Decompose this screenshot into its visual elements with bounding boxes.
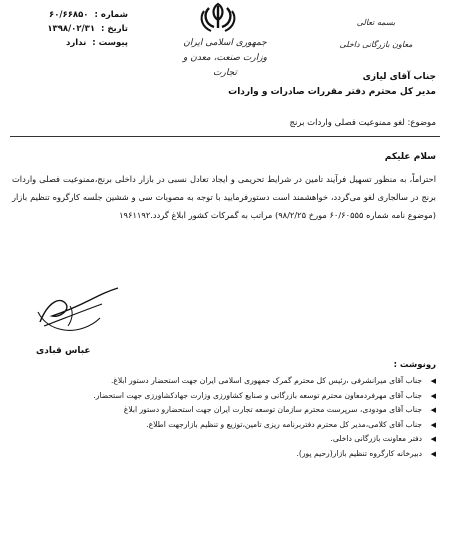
- recipient-title: مدیر کل محترم دفتر مقررات صادرات و واردات: [228, 87, 436, 97]
- recipient-name: جناب آقای لیازی: [362, 72, 436, 82]
- number-label: شماره :: [94, 10, 128, 20]
- divider: [10, 136, 440, 137]
- list-item: ◀ جناب آقای کلامی،مدیر کل محترم دفتربرنامه ریزی تامین،توزیع و تنظیم بازارجهت اطلاع.: [14, 418, 436, 433]
- number-value: ۶۰/۶۶۸۵۰: [49, 10, 89, 20]
- letter-meta: [8, 8, 128, 50]
- signer-name: عباس قبادی: [36, 346, 91, 356]
- letter-body: احتراماً، به منظور تسهیل فرآیند تامین در شرایط تحریمی و ایجاد تعادل نسبی در بازار داخلی برنج،ممنوعیت فصلی واردات برنج در سالجاری لغو می‌گردد، خواهشمند است دستورفرمایید با توجه به مصوبات سی و ششین جلسه کارگروه تنظیم بازار (موضوع نامه شماره ۶۰/۶۰۵۵۵ مورخ ۹۸/۲/۲۵) مراتب به گمرکات کشور ابلاغ گردد.۱۹۶۱۱۹۲: [12, 174, 436, 220]
- attachment-label: پیوست :: [92, 38, 128, 48]
- deputy-title: معاون بازرگانی داخلی: [339, 40, 413, 49]
- ministry-title: وزارت صنعت، معدن و تجارت: [183, 53, 267, 78]
- office-header: [316, 12, 436, 56]
- recipient-block: [56, 70, 436, 100]
- date-label: تاریخ :: [101, 24, 128, 34]
- list-item: ◀ جناب آقای میرانشرفی ،رئیس کل محترم گمرک جمهوری اسلامی ایران جهت استحضار دستور ابلاغ.: [14, 374, 436, 389]
- greeting: سلام علیکم: [384, 152, 436, 162]
- attachment-value: ندارد: [66, 38, 87, 48]
- iran-emblem-icon: [198, 2, 238, 34]
- subject-line: موضوع: لغو ممنوعیت فصلی واردات برنج: [289, 118, 436, 128]
- list-item: ◀ جناب آقای مهرفردمعاون محترم توسعه بازرگانی و صنایع کشاورزی وزارت جهادکشاورزی جهت استحضار.: [14, 389, 436, 404]
- cc-title: رونوشت :: [393, 360, 436, 370]
- list-item: ◀ دفتر معاونت بازرگانی داخلی.: [14, 432, 436, 447]
- list-item: ◀ دبیرخانه کارگروه تنظیم بازار(رحیم پور).: [14, 447, 436, 462]
- date-value: ۱۳۹۸/۰۲/۳۱: [47, 24, 96, 34]
- list-item: ◀ جناب آقای مودودی، سرپرست محترم سازمان توسعه تجارت ایران جهت استحضارو دستور ابلاغ: [14, 403, 436, 418]
- republic-title: جمهوری اسلامی ایران: [183, 38, 267, 48]
- invocation: بسمه تعالی: [356, 18, 396, 27]
- cc-list: [14, 374, 436, 461]
- signature-icon: [30, 282, 140, 342]
